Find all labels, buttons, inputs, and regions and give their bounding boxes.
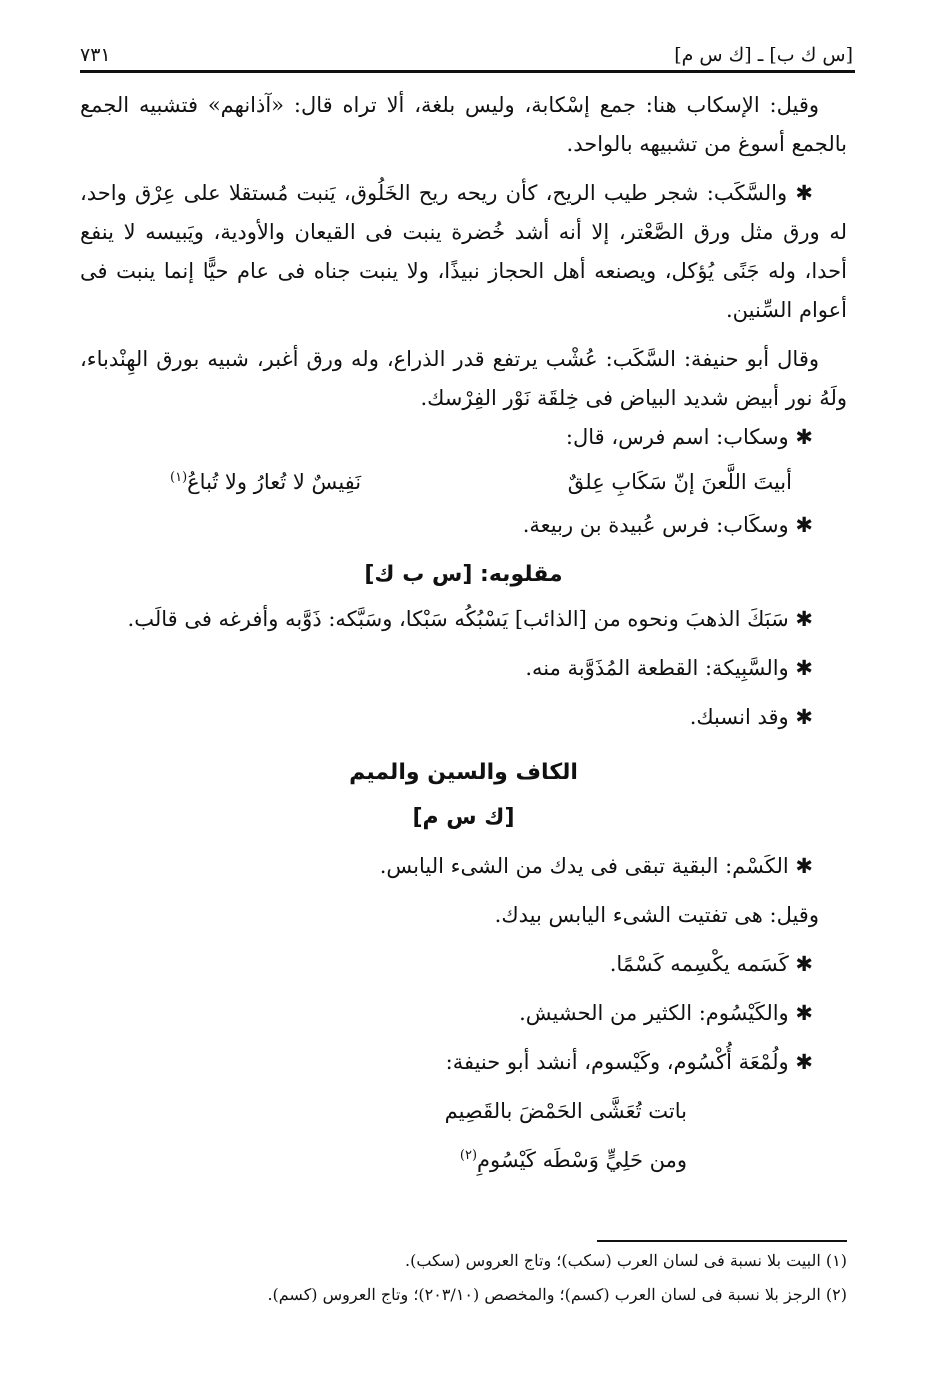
poetry-verse bbox=[80, 463, 847, 502]
running-head: [س ك ب] ـ [ك س م] bbox=[674, 44, 853, 66]
entry-paragraph bbox=[80, 600, 847, 639]
paragraph: وقيل: هى تفتيت الشىء اليابس بيدك. bbox=[494, 903, 819, 927]
asterisk-icon: ✱ bbox=[795, 854, 813, 878]
footnote-marker[interactable]: (١) bbox=[170, 470, 188, 485]
entry-paragraph bbox=[80, 945, 847, 984]
asterisk-icon: ✱ bbox=[795, 1050, 813, 1074]
entry-paragraph bbox=[80, 506, 847, 545]
rajaz-line-2 bbox=[80, 1141, 847, 1180]
paragraph-text: وسكاب: اسم فرس، قال: bbox=[565, 425, 789, 449]
paragraph-text: سَبَكَ الذهبَ ونحوه من [الذائب] يَسْبُكُه سَبْكا، وسَبَّكه: ذَوَّبه وأفرغه فى قالَب. bbox=[127, 607, 789, 631]
page-header bbox=[80, 30, 853, 66]
paragraph-text: وسكَاب: فرس عُبيدة بن ربيعة. bbox=[522, 513, 789, 537]
rajaz-line-1: باتت تُعَشَّى الحَمْضَ بالقَصِيم bbox=[444, 1099, 687, 1123]
rajaz-text: ومن حَلِيٍّ وَسْطَه كَيْسُومِ bbox=[477, 1148, 687, 1172]
footnote-rule bbox=[597, 1240, 847, 1242]
paragraph: وقيل: الإسكاب هنا: جمع إسْكابة، وليس بلغة، ألا تراه قال: «آذانهم» فتشبيه الجمع بالجمع أسوغ من تشبيهه بالواحد. bbox=[80, 93, 847, 156]
entry-paragraph bbox=[80, 1043, 847, 1082]
root-heading: [ك س م] bbox=[412, 805, 515, 830]
asterisk-icon: ✱ bbox=[795, 1001, 813, 1025]
verse-second-hemistich bbox=[170, 463, 361, 502]
asterisk-icon: ✱ bbox=[795, 513, 813, 537]
page-body bbox=[80, 86, 847, 1180]
paragraph: وقال أبو حنيفة: السَّكَب: عُشْب يرتفع قدر الذراع، وله ورق أغبر، شبيه بورق الهِنْدباء، ولَهُ نور أبيض شديد البياض فى خِلقَة نَوْر الفِرْسك. bbox=[80, 347, 847, 410]
paragraph-text: والسَّكَب: شجر طيب الريح، كأن ريحه ريح الخَلُوق، يَنبت مُستقلا على عِرْق واحد، له ورق مثل ورق الصَّعْتر، إلا أنه أشد خُضرة ينبت فى القيعان والأودية، ويَبيسه لا ينفع أحدا، وله جَنًى يُؤكل، ويصنعه أهل الحجاز نبيذًا، ولا ينبت جناه فى عام حيًّا إنما ينبت فى أعوام السِّنين. bbox=[80, 181, 847, 322]
asterisk-icon: ✱ bbox=[795, 181, 813, 205]
chapter-heading: الكاف والسين والميم bbox=[349, 760, 578, 785]
entry-paragraph bbox=[80, 698, 847, 737]
page-number: ٧٣١ bbox=[80, 44, 111, 66]
paragraph-text: ولُمْعَة أُكْسُوم، وكَيْسوم، أنشد أبو حنيفة: bbox=[445, 1050, 789, 1074]
asterisk-icon: ✱ bbox=[795, 952, 813, 976]
entry-paragraph bbox=[80, 418, 847, 457]
footnote-2: (٢) الرجز بلا نسبة فى لسان العرب (كسم)؛ والمخصص (٢٠٣/١٠)؛ وتاج العروس (كسم). bbox=[267, 1285, 847, 1304]
verse-first-hemistich: أبيتَ اللَّعنَ إنّ سَكَابِ عِلقٌ bbox=[567, 470, 792, 494]
footnote-1: (١) البيت بلا نسبة فى لسان العرب (سكب)؛ وتاج العروس (سكب). bbox=[404, 1251, 847, 1270]
asterisk-icon: ✱ bbox=[795, 425, 813, 449]
footnote-marker[interactable]: (٢) bbox=[459, 1148, 478, 1163]
verse-text: نَفِيسٌ لا تُعارُ ولا تُباعُ bbox=[187, 470, 362, 494]
entry-paragraph bbox=[80, 649, 847, 688]
paragraph-text: وقد انسبك. bbox=[689, 705, 789, 729]
entry-paragraph bbox=[80, 847, 847, 886]
asterisk-icon: ✱ bbox=[795, 607, 813, 631]
entry-paragraph bbox=[80, 994, 847, 1033]
header-rule bbox=[80, 70, 855, 73]
paragraph-text: الكَسْم: البقية تبقى فى يدك من الشىء اليابس. bbox=[379, 854, 789, 878]
asterisk-icon: ✱ bbox=[795, 656, 813, 680]
paragraph-text: كَسَمه يكْسِمه كَسْمًا. bbox=[609, 952, 789, 976]
entry-paragraph bbox=[80, 174, 847, 330]
paragraph-text: والسَّبِيكة: القطعة المُذَوَّبة منه. bbox=[525, 656, 789, 680]
asterisk-icon: ✱ bbox=[795, 705, 813, 729]
paragraph-text: والكَيْسُوم: الكثير من الحشيش. bbox=[519, 1001, 789, 1025]
section-heading: مقلوبه: [س ب ك] bbox=[364, 562, 563, 587]
footnotes bbox=[80, 1244, 847, 1312]
